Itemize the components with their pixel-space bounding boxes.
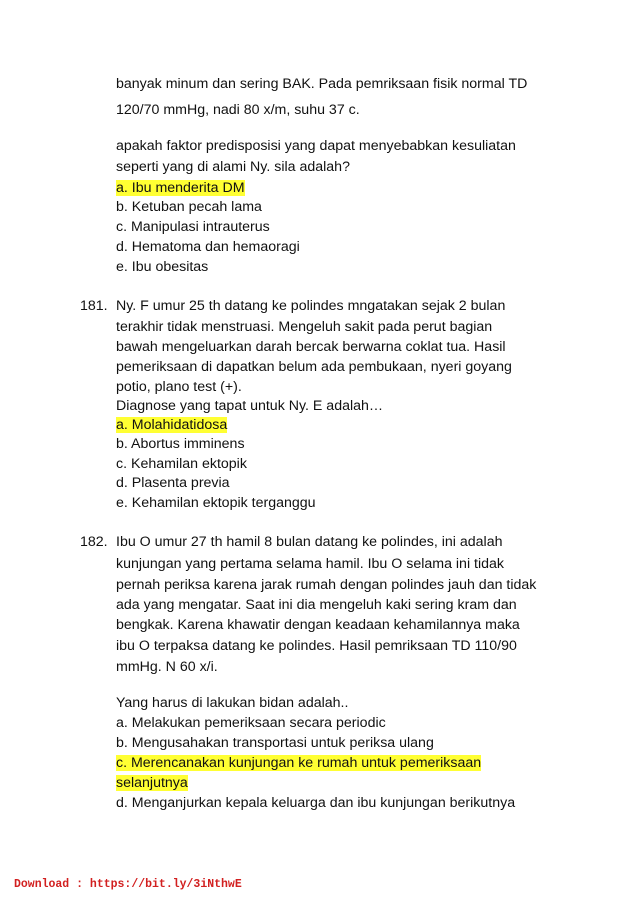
q180-text-line-2: 120/70 mmHg, nadi 80 x/m, suhu 37 c. bbox=[116, 102, 360, 118]
q181-option-e: e. Kehamilan ektopik terganggu bbox=[116, 495, 316, 511]
q181-text-line-6: Diagnose yang tapat untuk Ny. E adalah… bbox=[116, 398, 384, 414]
q182-text-line-1: Ibu O umur 27 th hamil 8 bulan datang ke polindes, ini adalah bbox=[116, 534, 503, 550]
q182-option-d: d. Menganjurkan kepala keluarga dan ibu kunjungan berikutnya bbox=[116, 795, 516, 811]
q182-number: 182. bbox=[80, 534, 108, 550]
q181-text-line-3: bawah mengeluarkan darah bercak berwarna coklat tua. Hasil bbox=[116, 339, 506, 355]
q181-number: 181. bbox=[80, 298, 108, 314]
q181-option-d: d. Plasenta previa bbox=[116, 475, 230, 491]
q182-text-line-6: ibu O terpaksa datang ke polindes. Hasil pemriksaan TD 110/90 bbox=[116, 638, 517, 654]
q180-option-a-highlighted: a. Ibu menderita DM bbox=[116, 180, 245, 196]
q180-text-line-1: banyak minum dan sering BAK. Pada pemriksaan fisik normal TD bbox=[116, 76, 528, 92]
q181-option-b: b. Abortus imminens bbox=[116, 436, 245, 452]
q180-option-c: c. Manipulasi intrauterus bbox=[116, 219, 270, 235]
q182-option-b: b. Mengusahakan transportasi untuk periksa ulang bbox=[116, 735, 434, 751]
q182-text-line-3: pernah periksa karena jarak rumah dengan polindes jauh dan tidak bbox=[116, 577, 537, 593]
q182-text-line-5: bengkak. Karena khawatir dengan keadaan kehamilannya maka bbox=[116, 617, 520, 633]
q182-text-line-2: kunjungan yang pertama selama hamil. Ibu O selama ini tidak bbox=[116, 556, 505, 572]
q182-question: Yang harus di lakukan bidan adalah.. bbox=[116, 695, 349, 711]
q180-option-b: b. Ketuban pecah lama bbox=[116, 199, 262, 215]
q182-option-a: a. Melakukan pemeriksaan secara periodic bbox=[116, 715, 386, 731]
q180-question-line-2: seperti yang di alami Ny. sila adalah? bbox=[116, 159, 350, 175]
q180-option-d: d. Hematoma dan hemaoragi bbox=[116, 239, 300, 255]
download-link[interactable]: Download : https://bit.ly/3iNthwE bbox=[14, 878, 242, 891]
q180-question-line-1: apakah faktor predisposisi yang dapat menyebabkan kesuliatan bbox=[116, 138, 516, 154]
q181-text-line-2: terakhir tidak menstruasi. Mengeluh sakit pada perut bagian bbox=[116, 319, 493, 335]
q181-text-line-4: pemeriksaan di dapatkan belum ada pembukaan, nyeri goyang bbox=[116, 359, 512, 375]
q181-text-line-5: potio, plano test (+). bbox=[116, 379, 242, 395]
q182-text-line-4: ada yang mengatar. Saat ini dia mengeluh kaki sering kram dan bbox=[116, 597, 517, 613]
q181-text-line-1: Ny. F umur 25 th datang ke polindes mngatakan sejak 2 bulan bbox=[116, 298, 506, 314]
q180-option-e: e. Ibu obesitas bbox=[116, 259, 209, 275]
q182-option-c-continuation-highlighted: selanjutnya bbox=[116, 775, 188, 791]
q182-option-c-highlighted: c. Merencanakan kunjungan ke rumah untuk pemeriksaan bbox=[116, 755, 482, 771]
q181-option-c: c. Kehamilan ektopik bbox=[116, 456, 247, 472]
q182-text-line-7: mmHg. N 60 x/i. bbox=[116, 659, 218, 675]
q181-option-a-highlighted: a. Molahidatidosa bbox=[116, 417, 228, 433]
